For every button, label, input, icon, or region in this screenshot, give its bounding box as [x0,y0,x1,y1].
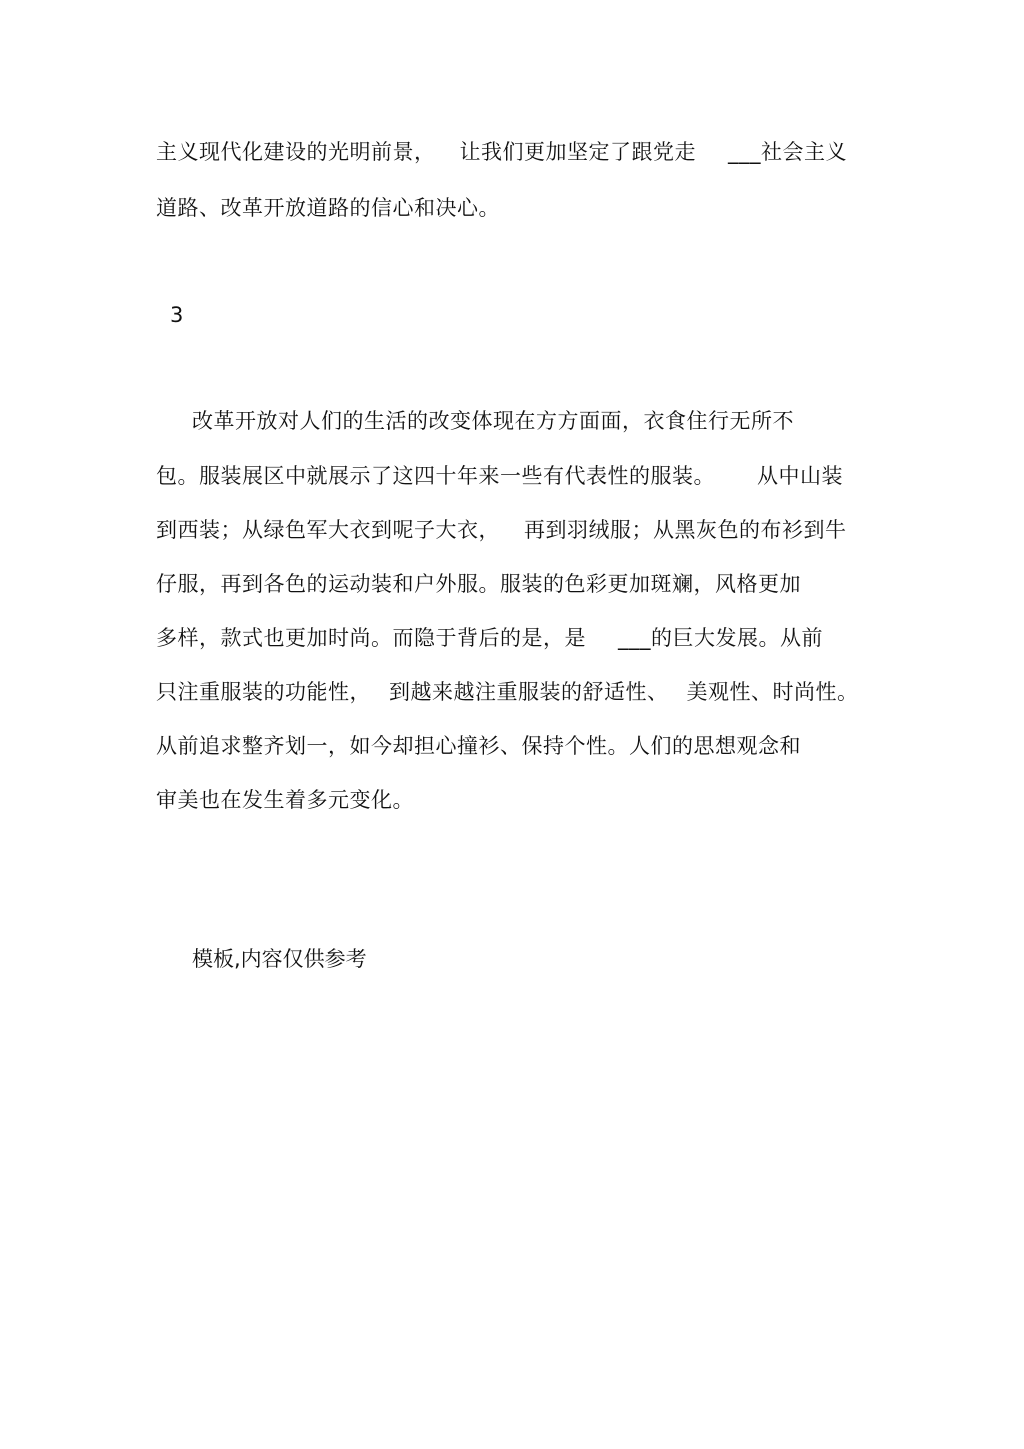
text-segment: 到西装；从绿色军大衣到呢子大衣， [156,518,500,542]
text-segment: 主义现代化建设的光明前景， [156,140,436,164]
main-paragraph-line-2 [156,461,876,491]
top-paragraph-line-1 [156,137,876,167]
text-segment: 到越来越注重服装的舒适性、 [389,680,669,704]
text-segment: 美观性、时尚性。 [686,680,859,704]
fill-in-blank: ___ [618,626,651,650]
main-paragraph-line-4: 仔服，再到各色的运动装和户外服。服装的色彩更加斑斓，风格更加 [156,572,801,596]
fill-in-blank: ___ [728,140,761,164]
text-segment: 多样，款式也更加时尚。而隐于背后的是，是 [156,626,586,650]
main-paragraph-line-8: 审美也在发生着多元变化。 [156,788,414,812]
footer-note: 模板,内容仅供参考 [192,947,367,971]
page-number: 3 [170,303,184,327]
text-segment: 再到羽绒服；从黑灰色的布衫到牛 [524,518,847,542]
main-paragraph-line-6 [156,677,876,707]
main-paragraph-line-7: 从前追求整齐划一，如今却担心撞衫、保持个性。人们的思想观念和 [156,734,801,758]
text-segment: 的巨大发展。从前 [651,626,823,650]
text-segment: 从中山装 [757,464,843,488]
top-paragraph-line-2: 道路、改革开放道路的信心和决心。 [156,196,500,220]
text-segment: 包。服装展区中就展示了这四十年来一些有代表性的服装。 [156,464,715,488]
text-segment: 社会主义 [761,140,847,164]
text-segment: 让我们更加坚定了跟党走 [459,140,696,164]
text-segment: 只注重服装的功能性， [156,680,371,704]
main-paragraph-line-3 [156,515,876,545]
main-paragraph-line-1: 改革开放对人们的生活的改变体现在方方面面，衣食住行无所不 [192,409,794,433]
main-paragraph-line-5 [156,623,876,653]
